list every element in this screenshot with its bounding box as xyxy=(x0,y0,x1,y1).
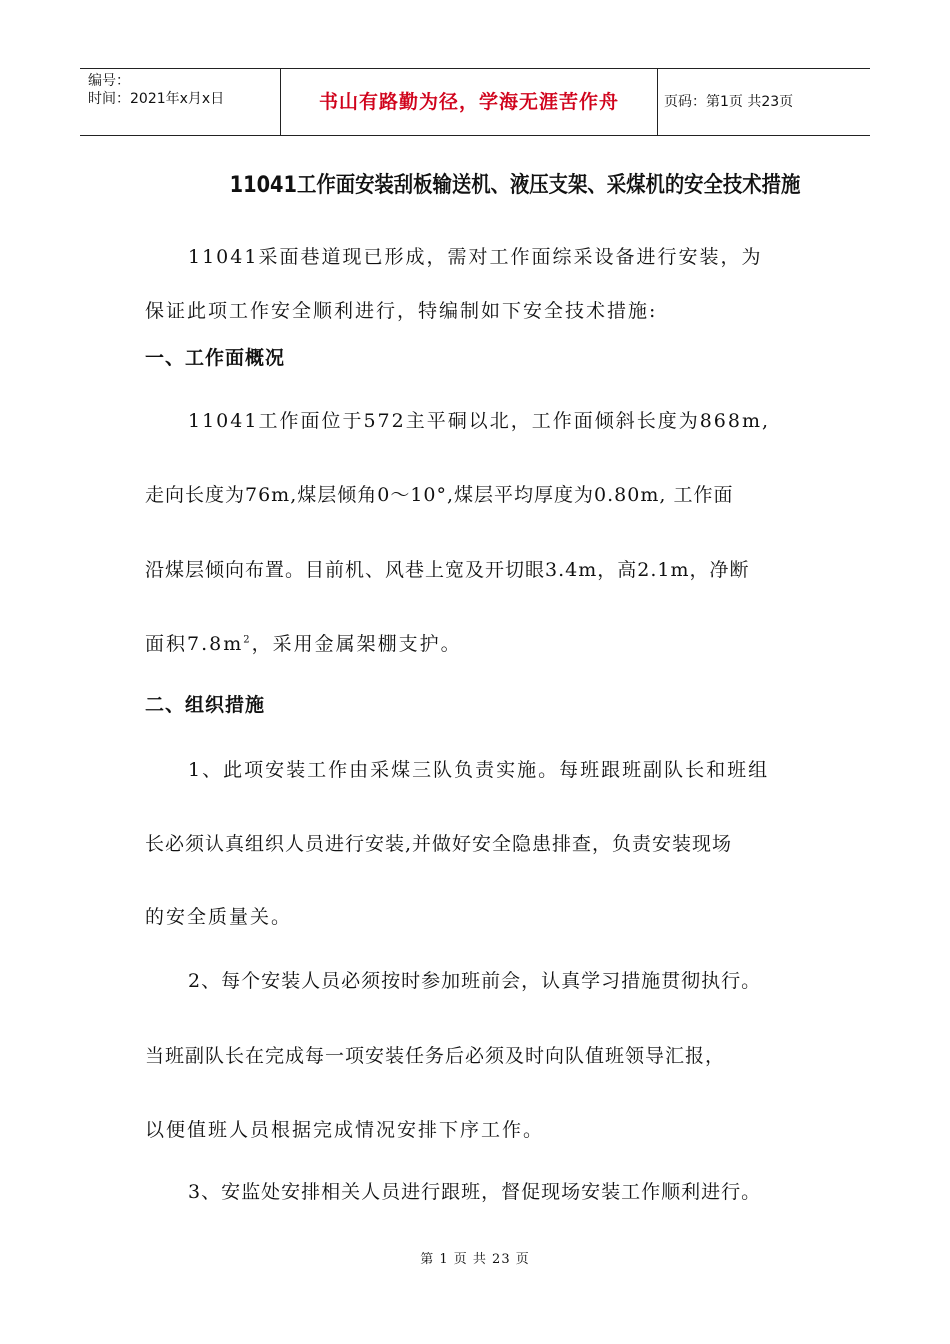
header-time-label: 时间：2021年x月x日 xyxy=(88,91,225,107)
header-meta xyxy=(80,69,281,135)
header-motto: 书山有路勤为径，学海无涯苦作舟 xyxy=(281,69,658,135)
header-number-label: 编号： xyxy=(88,73,130,89)
header-page-info: 页码：第1页 共23页 xyxy=(664,94,794,110)
section-2-item-2-line-1: 2、每个安装人员必须按时参加班前会，认真学习措施贯彻执行。 xyxy=(188,970,762,992)
document-title: 11041工作面安装刮板输送机、液压支架、采煤机的安全技术措施 xyxy=(229,173,801,198)
intro-line-1: 11041采面巷道现已形成，需对工作面综采设备进行安装，为 xyxy=(188,246,763,268)
section-1-line-2: 走向长度为76m,煤层倾角0～10°,煤层平均厚度为0.80m, 工作面 xyxy=(145,484,734,506)
superscript-two: 2 xyxy=(243,634,252,646)
section-2-item-1-line-3: 的安全质量关。 xyxy=(145,906,293,928)
section-2-item-1-line-2: 长必须认真组织人员进行安装,并做好安全隐患排查，负责安装现场 xyxy=(145,833,733,855)
section-1-line-4 xyxy=(145,629,462,656)
section-1-line-3: 沿煤层倾向布置。目前机、风巷上宽及开切眼3.4m，高2.1m，净断 xyxy=(145,559,750,581)
section-2-item-3-line-1: 3、安监处安排相关人员进行跟班，督促现场安装工作顺利进行。 xyxy=(188,1181,762,1203)
section-1-line-4-pre: 面积7.8m xyxy=(145,633,244,655)
section-1-heading: 一、工作面概况 xyxy=(145,347,286,369)
section-2-item-1-line-1: 1、此项安装工作由采煤三队负责实施。每班跟班副队长和班组 xyxy=(188,759,770,781)
section-2-heading: 二、组织措施 xyxy=(145,694,266,716)
page-footer: 第 1 页 共 23 页 xyxy=(420,1252,530,1267)
section-1-line-4-post: ，采用金属架棚支护。 xyxy=(251,633,462,655)
section-2-item-2-line-3: 以便值班人员根据完成情况安排下序工作。 xyxy=(145,1119,545,1141)
intro-line-2: 保证此项工作安全顺利进行，特编制如下安全技术措施: xyxy=(145,300,658,322)
section-2-item-2-line-2: 当班副队长在完成每一项安装任务后必须及时向队值班领导汇报， xyxy=(145,1045,726,1067)
document-header xyxy=(80,68,870,136)
section-1-line-1: 11041工作面位于572主平硐以北，工作面倾斜长度为868m, xyxy=(188,410,771,432)
